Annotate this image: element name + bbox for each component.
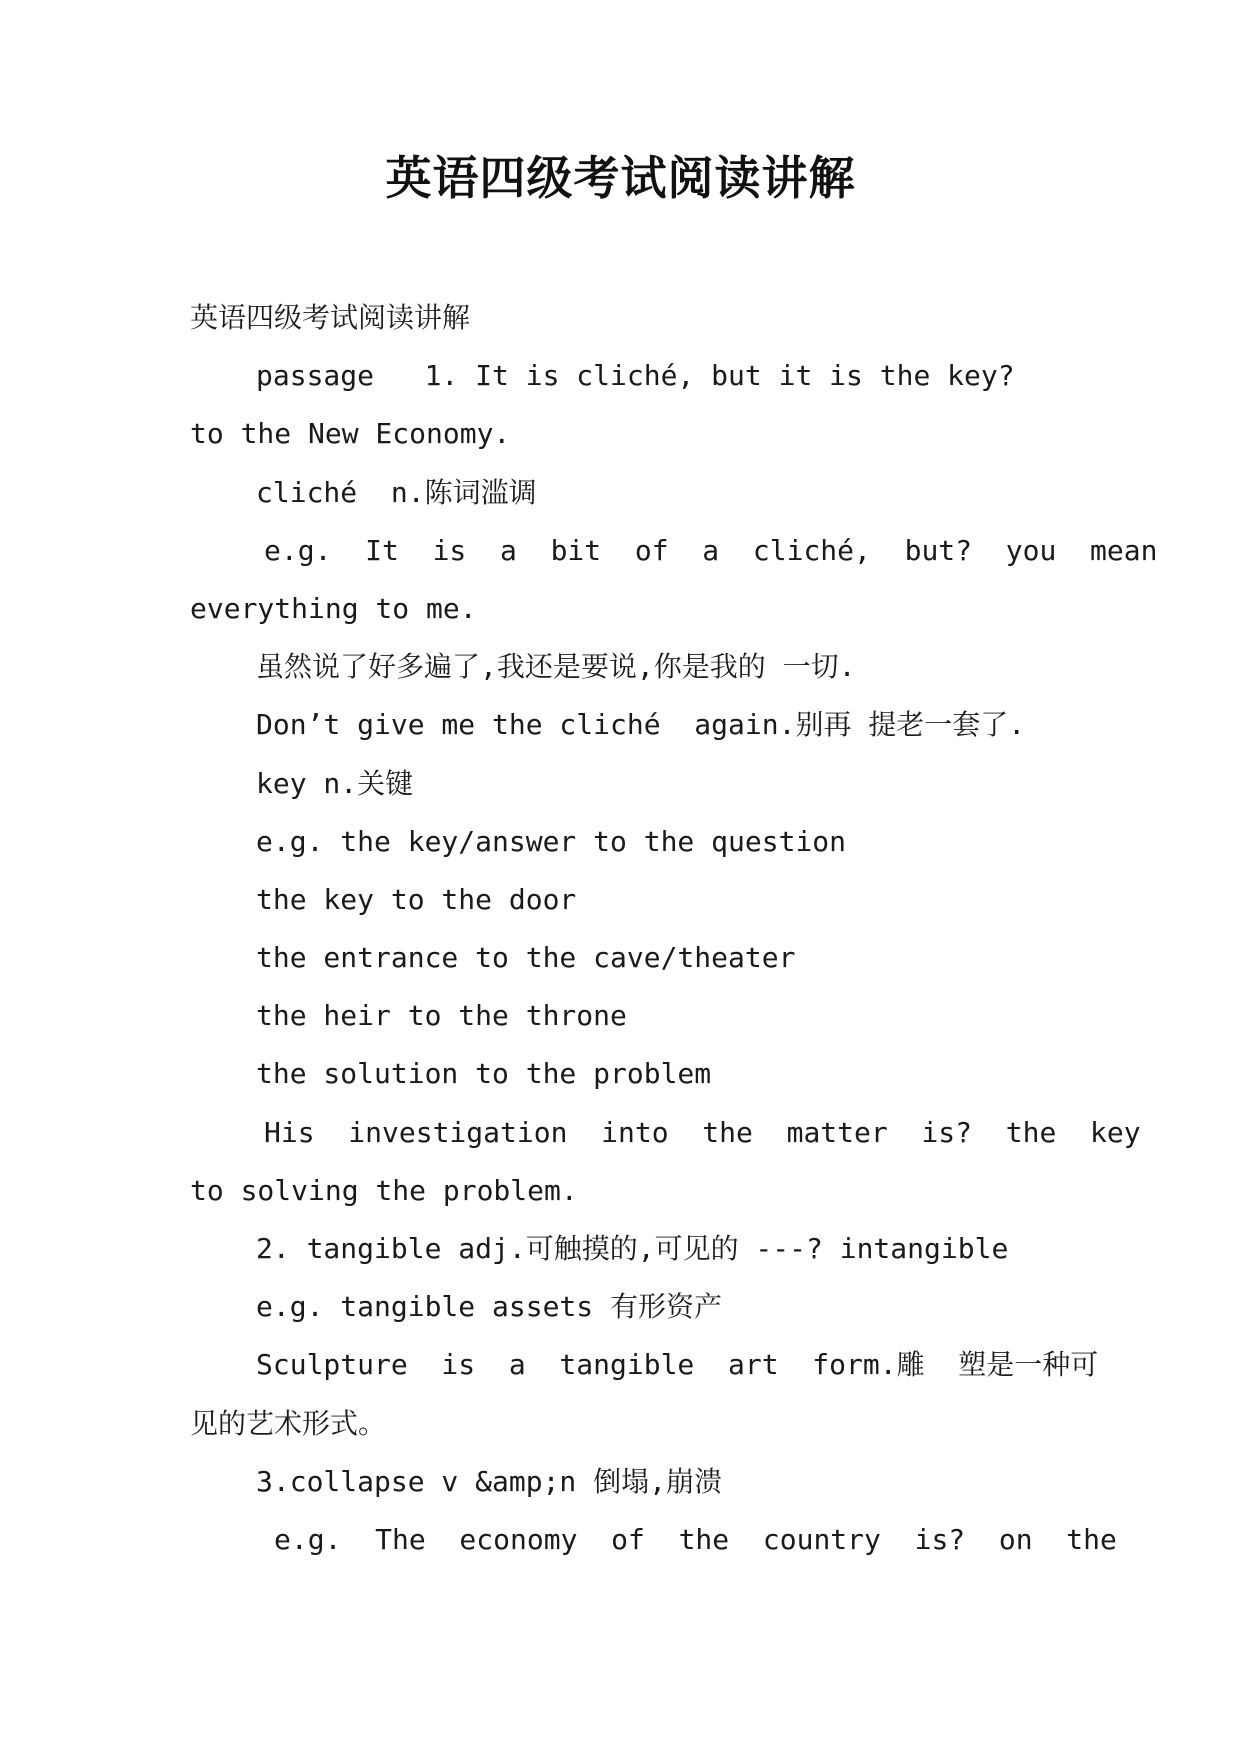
text-line: the entrance to the cave/theater xyxy=(256,941,796,975)
document-title: 英语四级考试阅读讲解 xyxy=(385,151,856,205)
text-line: 见的艺术形式。 xyxy=(190,1406,387,1440)
text-line: Don’t give me the cliché again.别再 提老一套了. xyxy=(256,708,1026,742)
text-line: the solution to the problem xyxy=(256,1057,712,1091)
text-line: to the New Economy. xyxy=(190,417,511,451)
text-line: 3.collapse v &amp;n 倒塌,崩溃 xyxy=(256,1464,723,1498)
text-line: to solving the problem. xyxy=(190,1173,578,1207)
document-body xyxy=(190,289,1158,1569)
text-line: 英语四级考试阅读讲解 xyxy=(190,301,471,334)
text-line: the heir to the throne xyxy=(256,999,627,1033)
text-line: e.g. the key/answer to the question xyxy=(256,824,847,858)
text-line: passage 1. It is cliché, but it is the key? xyxy=(256,359,1015,393)
text-line: e.g. It is a bit of a cliché, but? you mean xyxy=(264,533,1158,567)
text-line: 2. tangible adj.可触摸的,可见的 ---? intangible xyxy=(256,1232,1009,1265)
text-line: Sculpture is a tangible art form.雕 塑是一种可 xyxy=(256,1348,1099,1382)
text-line: cliché n.陈词滥调 xyxy=(256,475,537,509)
text-line: 虽然说了好多遍了,我还是要说,你是我的 一切. xyxy=(256,650,856,684)
text-line: the key to the door xyxy=(256,882,577,916)
text-line: key n.关键 xyxy=(256,766,414,800)
text-line: His investigation into the matter is? the key xyxy=(264,1115,1141,1149)
text-line: e.g. tangible assets 有形资产 xyxy=(256,1290,723,1324)
text-line: e.g. The economy of the country is? on the xyxy=(274,1522,1117,1556)
text-line: everything to me. xyxy=(190,591,477,625)
